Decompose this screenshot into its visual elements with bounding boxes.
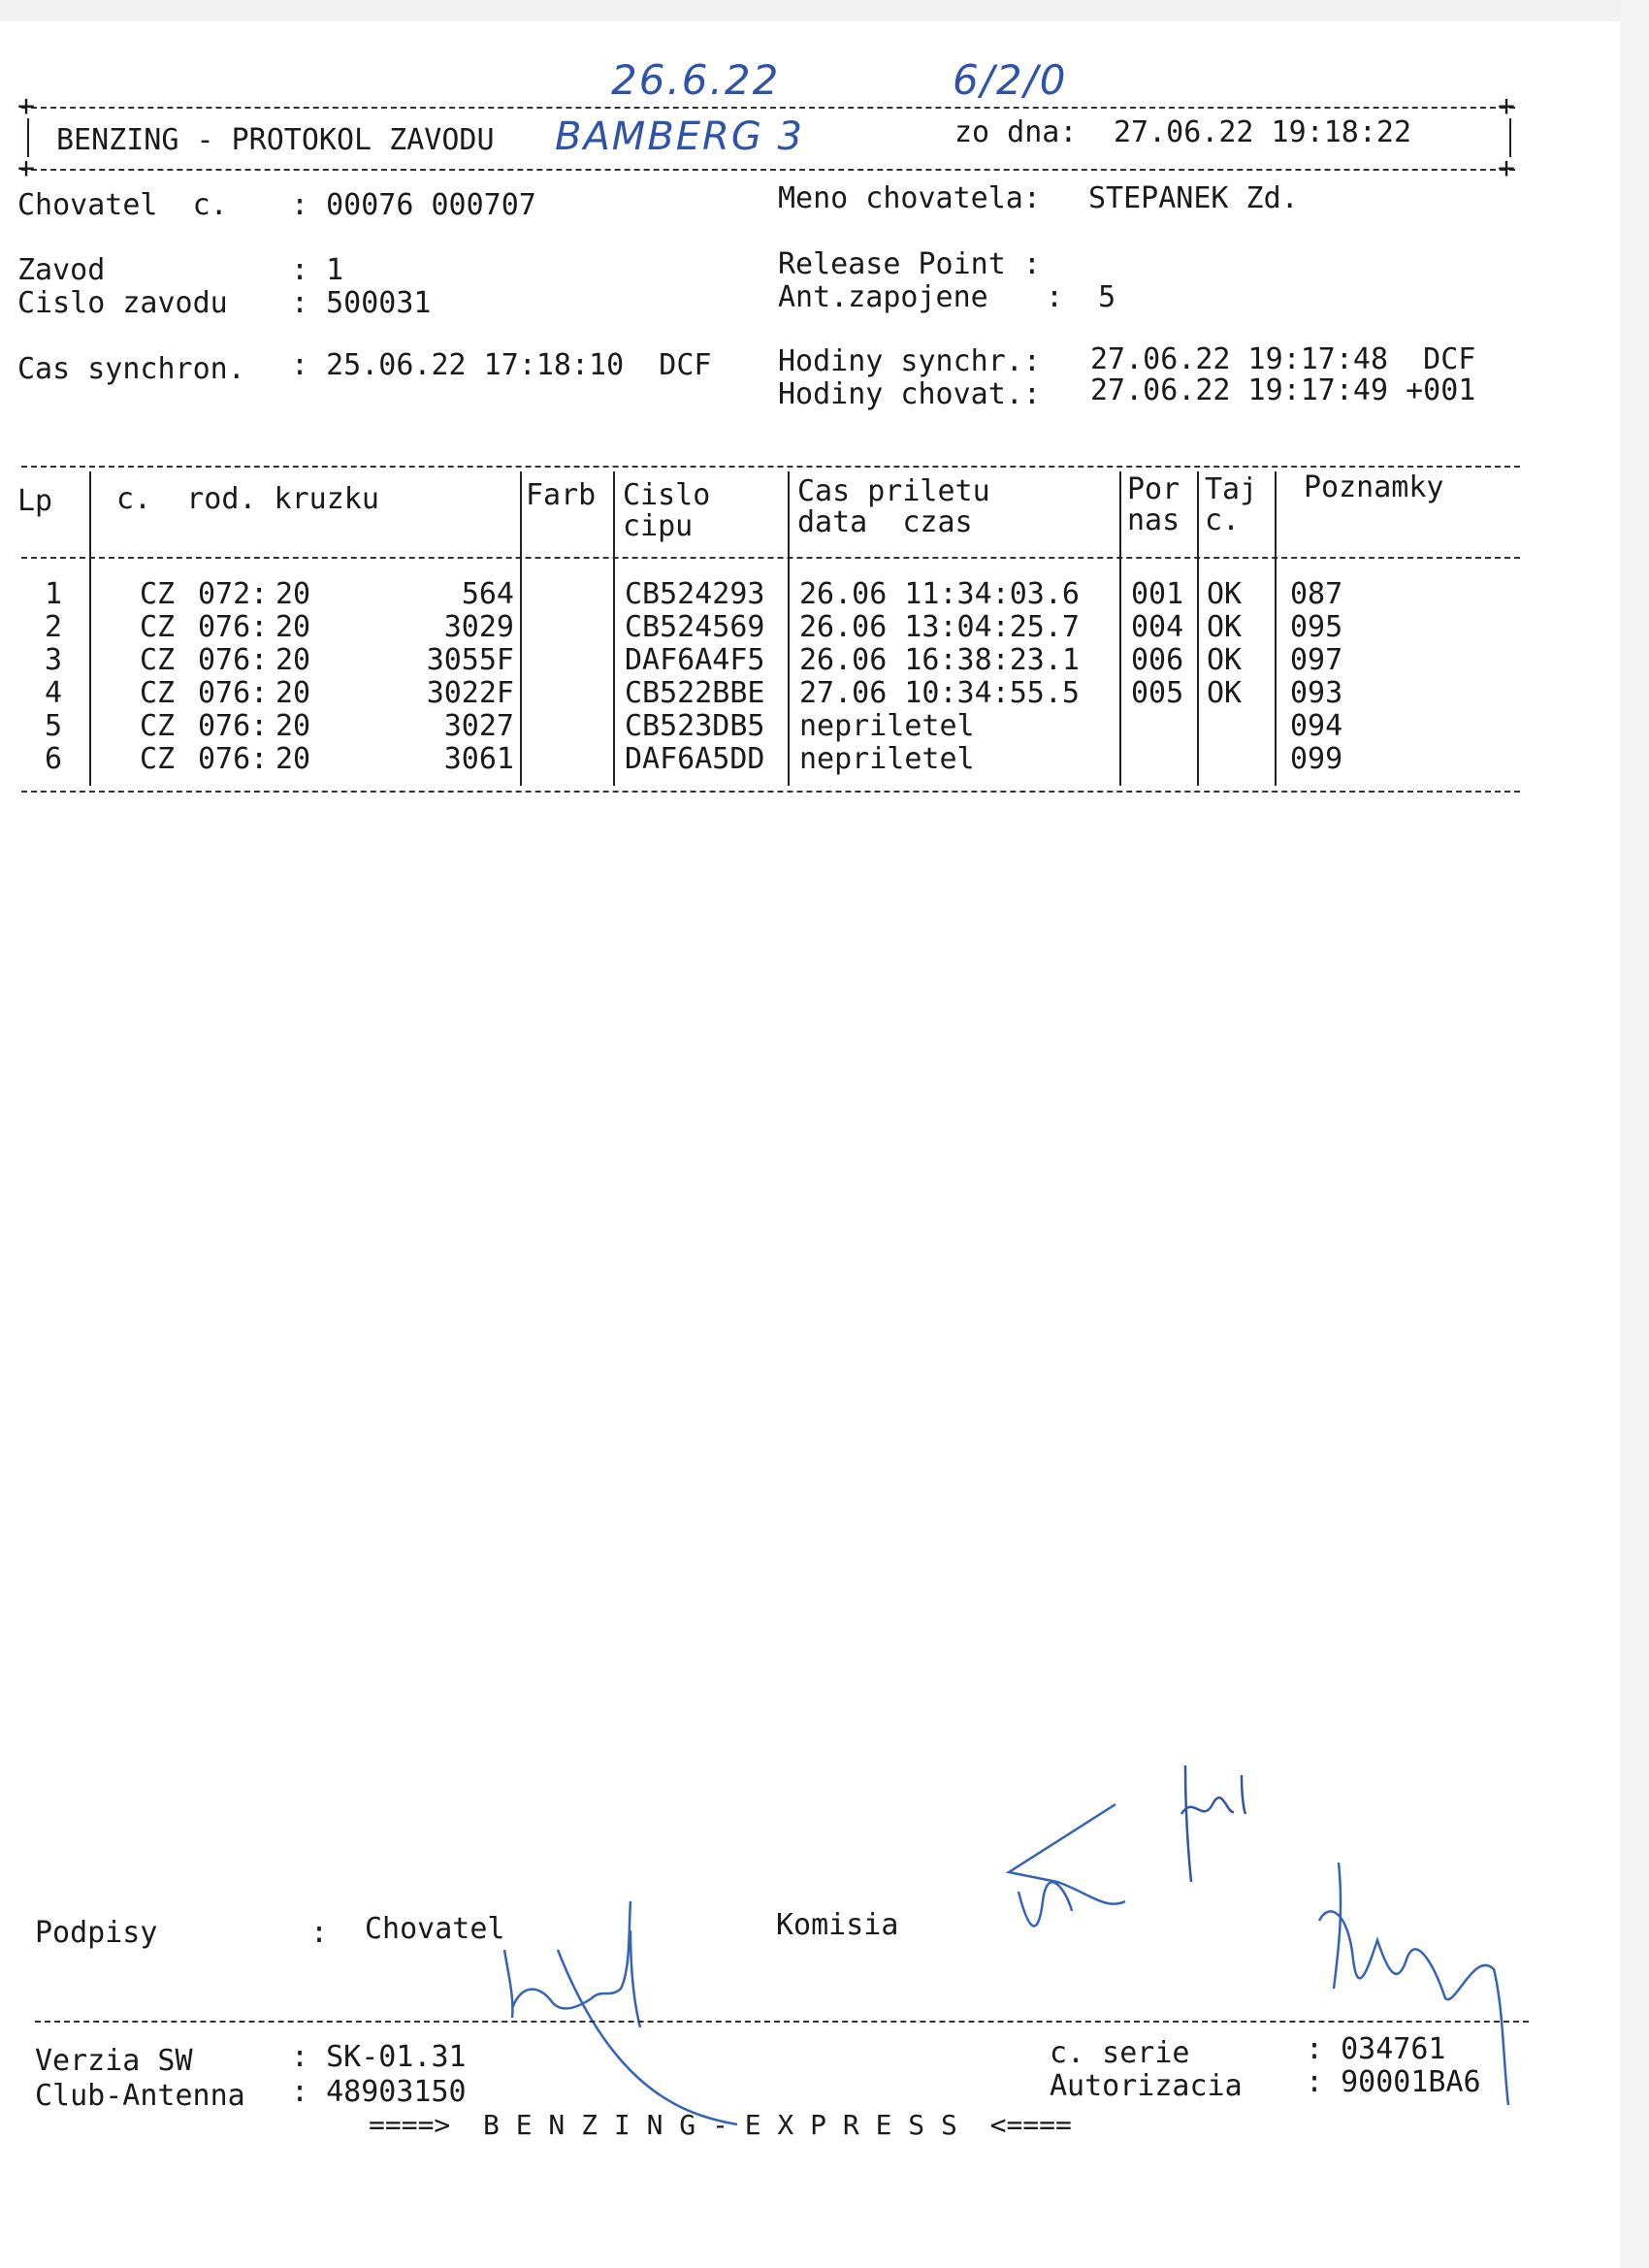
row-chip: DAF6A4F5 [625, 643, 765, 677]
authorization-label: Autorizacia [1050, 2069, 1243, 2103]
col-bar-chip [788, 471, 790, 786]
header-date-value: 27.06.22 19:18:22 [1114, 115, 1412, 149]
row-order: 005 [1131, 676, 1184, 710]
race-value: : 1 [291, 253, 344, 287]
row-chip: CB523DB5 [625, 709, 765, 743]
handwritten-date: 26.6.22 [611, 56, 781, 104]
row-order: 001 [1131, 577, 1184, 611]
race-number-value: : 500031 [291, 286, 432, 320]
row-note: 097 [1290, 643, 1343, 677]
row-club: 076: [198, 610, 269, 644]
row-club: 076: [198, 709, 269, 743]
footer-divider [35, 2021, 1529, 2023]
table-top-border [21, 466, 1520, 468]
row-ring-number: 3055F [426, 643, 514, 677]
row-country: CZ [140, 709, 176, 743]
sync-time-value: : 25.06.22 17:18:10 DCF [291, 348, 712, 382]
clock-breeder-label: Hodiny chovat.: [778, 377, 1041, 411]
row-arrival: 26.06 13:04:25.7 [799, 610, 1080, 644]
row-ring-number: 564 [461, 577, 514, 611]
header-plus-tl: + [17, 89, 36, 123]
row-secret: OK [1207, 577, 1243, 611]
row-arrival: 27.06 10:34:55.5 [799, 676, 1080, 710]
row-year: 20 [275, 643, 311, 677]
row-arrival: 26.06 16:38:23.1 [799, 643, 1080, 677]
row-lp: 3 [44, 643, 62, 677]
col-header-color: Farb [526, 478, 597, 512]
col-bar-secret [1275, 471, 1277, 786]
signatures-label: Podpisy [35, 1916, 158, 1950]
row-secret: OK [1207, 676, 1243, 710]
row-lp: 6 [44, 742, 62, 776]
col-header-arrival-2: data czas [797, 505, 973, 539]
club-antenna-label: Club-Antenna [35, 2079, 245, 2113]
col-header-lp: Lp [17, 484, 53, 518]
header-plus-tr: + [1498, 89, 1516, 123]
signatures-colon: : [310, 1916, 329, 1950]
header-title: BENZING - PROTOKOL ZAVODU [56, 123, 495, 157]
sync-time-label: Cas synchron. [17, 352, 245, 386]
brand-footer: ====> B E N Z I N G - E X P R E S S <==== [369, 2109, 1072, 2141]
col-header-ring: c. rod. kruzku [116, 482, 379, 516]
antennas-label: Ant.zapojene [778, 280, 988, 314]
row-lp: 5 [44, 709, 62, 743]
row-lp: 1 [44, 577, 62, 611]
col-header-notes: Poznamky [1304, 470, 1444, 504]
row-secret: OK [1207, 610, 1243, 644]
club-antenna-value: : 48903150 [291, 2075, 467, 2109]
header-plus-bl: + [17, 151, 36, 185]
row-year: 20 [275, 610, 311, 644]
col-bar-color [613, 471, 615, 786]
scan-edge-right [1620, 0, 1649, 2268]
header-plus-br: + [1498, 151, 1516, 185]
breeder-number-label: Chovatel c. [17, 188, 228, 222]
row-club: 076: [198, 742, 269, 776]
header-bottom-border [21, 169, 1515, 171]
sw-version-value: : SK-01.31 [291, 2040, 467, 2074]
authorization-value: : 90001BA6 [1306, 2065, 1481, 2099]
col-header-secret-2: c. [1205, 503, 1241, 537]
row-note: 087 [1290, 577, 1343, 611]
row-arrival: 26.06 11:34:03.6 [799, 577, 1080, 611]
table-header-border [21, 557, 1520, 559]
row-country: CZ [140, 643, 176, 677]
row-note: 099 [1290, 742, 1343, 776]
col-header-order-1: Por [1127, 472, 1180, 506]
handwritten-counts: 6/2/0 [953, 56, 1068, 104]
row-arrival: nepriletel [799, 742, 975, 776]
breeder-signature-label: Chovatel [365, 1912, 505, 1946]
row-year: 20 [275, 676, 311, 710]
row-note: 094 [1290, 709, 1343, 743]
handwritten-race-place: BAMBERG 3 [555, 114, 804, 159]
row-order: 006 [1131, 643, 1184, 677]
col-header-chip-1: Cislo [623, 478, 711, 512]
commission-signature-2 [1174, 1756, 1290, 1892]
serial-label: c. serie [1050, 2036, 1190, 2070]
col-header-arrival-1: Cas priletu [797, 474, 990, 508]
breeder-name-value: STEPANEK Zd. [1088, 181, 1299, 215]
breeder-signature [485, 1892, 776, 2144]
clock-sync-value: 27.06.22 19:17:48 DCF [1090, 342, 1476, 376]
sw-version-label: Verzia SW [35, 2044, 193, 2078]
row-ring-number: 3029 [443, 610, 514, 644]
row-lp: 2 [44, 610, 62, 644]
row-chip: CB524569 [625, 610, 765, 644]
row-year: 20 [275, 577, 311, 611]
col-header-secret-1: Taj [1205, 472, 1258, 506]
row-chip: CB524293 [625, 577, 765, 611]
commission-signature-label: Komisia [776, 1908, 899, 1942]
row-country: CZ [140, 742, 176, 776]
row-country: CZ [140, 610, 176, 644]
table-bottom-border [21, 791, 1520, 793]
breeder-number-value: : 00076 000707 [291, 188, 536, 222]
row-country: CZ [140, 676, 176, 710]
row-year: 20 [275, 742, 311, 776]
row-ring-number: 3061 [443, 742, 514, 776]
breeder-name-label: Meno chovatela: [778, 181, 1041, 215]
row-secret: OK [1207, 643, 1243, 677]
row-arrival: nepriletel [799, 709, 975, 743]
col-header-chip-2: cipu [623, 509, 694, 543]
row-country: CZ [140, 577, 176, 611]
col-bar-arrival [1119, 471, 1121, 786]
row-club: 076: [198, 643, 269, 677]
serial-value: : 034761 [1306, 2032, 1446, 2066]
col-header-order-2: nas [1127, 503, 1180, 537]
col-bar-lp [89, 471, 91, 786]
row-lp: 4 [44, 676, 62, 710]
row-chip: CB522BBE [625, 676, 765, 710]
race-label: Zavod [17, 253, 106, 287]
header-top-border [21, 107, 1515, 109]
col-bar-ring [520, 471, 522, 786]
clock-breeder-value: 27.06.22 19:17:49 +001 [1090, 373, 1476, 407]
row-order: 004 [1131, 610, 1184, 644]
release-point-label: Release Point : [778, 247, 1041, 281]
header-date-label: zo dna: [954, 115, 1078, 149]
race-number-label: Cislo zavodu [17, 286, 228, 320]
scan-edge-top [0, 0, 1649, 21]
row-note: 093 [1290, 676, 1343, 710]
row-ring-number: 3027 [443, 709, 514, 743]
row-ring-number: 3022F [426, 676, 514, 710]
row-chip: DAF6A5DD [625, 742, 765, 776]
antennas-value: : 5 [1046, 280, 1116, 314]
col-bar-order [1197, 471, 1199, 786]
row-club: 076: [198, 676, 269, 710]
row-club: 072: [198, 577, 269, 611]
commission-signature-1 [999, 1795, 1174, 1950]
row-note: 095 [1290, 610, 1343, 644]
clock-sync-label: Hodiny synchr.: [778, 344, 1041, 378]
row-year: 20 [275, 709, 311, 743]
